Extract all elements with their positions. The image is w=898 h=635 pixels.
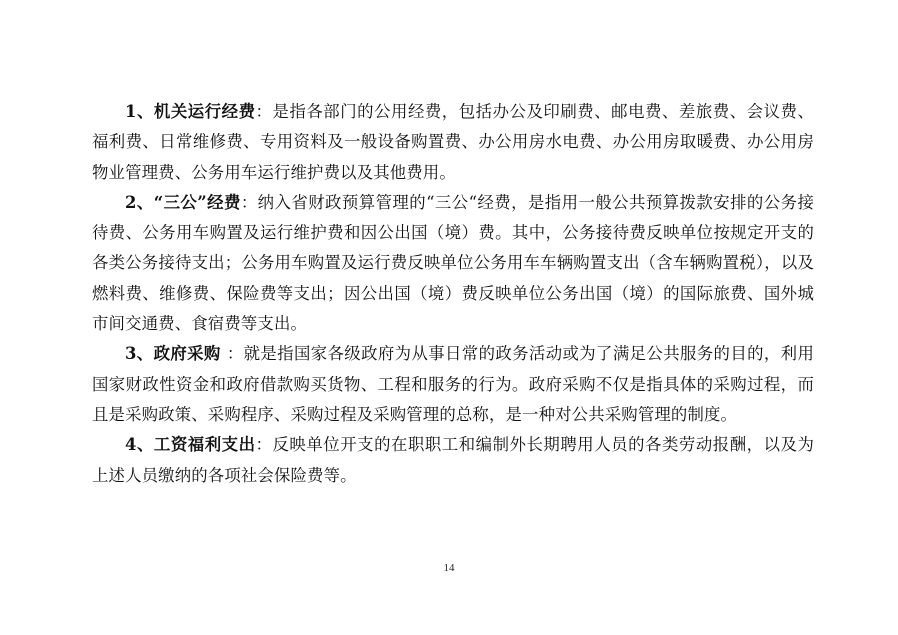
term-label: 3、政府采购 — [125, 344, 227, 364]
term-definition: ：就是指国家各级政府为从事日常的政务活动或为了满足公共服务的目的，利用国家财政性资金和政府借款购买货物、工程和服务的行为。政府采购不仅是指具体的采购过程，而且是采购政策、采购程序、采购过程及采购管理的总称，是一种对公共采购管理的制度。 — [92, 344, 815, 424]
term-definition: ：反映单位开支的在职职工和编制外长期聘用人员的各类劳动报酬，以及为上述人员缴纳的各项社会保险费等。 — [92, 435, 815, 485]
term-definition: ：纳入省财政预算管理的“三公“经费，是指用一般公共预算拨款安排的公务接待费、公务用车购置及运行维护费和因公出国（境）费。其中，公务接待费反映单位按规定开支的各类公务接待支出；公务用车购置及运行费反映单位公务用车车辆购置支出（含车辆购置税），以及燃料费、维修费、保险费等支出；因公出国（境）费反映单位公务出国（境）的国际旅费、国外城市间交通费、食宿费等支出。 — [92, 192, 814, 334]
term-label: 1、机关运行经费 — [125, 102, 256, 121]
paragraph-wage-welfare-expenditure — [92, 430, 814, 491]
paragraph-three-public-expenses — [92, 188, 814, 339]
term-label: 2、“三公”经费 — [125, 192, 241, 212]
paragraph-government-procurement — [92, 339, 814, 430]
page-number: 14 — [443, 562, 455, 574]
term-definition: ：是指各部门的公用经费，包括办公及印刷费、邮电费、差旅费、会议费、福利费、日常维修费、专用资料及一般设备购置费、办公用房水电费、办公用房取暖费、办公用房物业管理费、公务用车运行维护费以及其他费用。 — [92, 102, 815, 182]
term-label: 4、工资福利支出 — [125, 435, 256, 455]
glossary-content — [92, 97, 814, 491]
paragraph-office-operating-expenses — [92, 97, 814, 188]
